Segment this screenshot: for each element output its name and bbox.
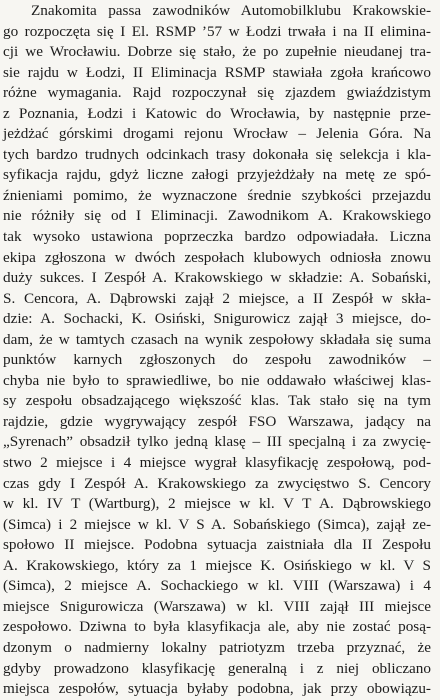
- text-line: społowo II miejsce. Podobna sytuacja zaistniała dla II Zespołu: [3, 536, 431, 554]
- text-line: zespołowo. Dziwna to była klasyfikacja ale, aby nie zostać posą-: [3, 618, 431, 636]
- text-line: dzonym o nadmierny lokalny patriotyzm trzeba przyznać, że: [3, 638, 431, 656]
- text-line: w kl. IV T (Wartburg), 2 miejsce w kl. V T A. Dąbrowskiego: [3, 495, 431, 513]
- text-line: z Poznania, Łodzi i Katowic do Wrocławia, by następnie prze-: [3, 104, 431, 122]
- text-line: „Syrenach” obsadził tylko jedną klasę – III specjalną i za zwycię-: [3, 433, 431, 451]
- text-line: syfikacja rajdu, gdyż liczne załogi przyjeżdżały na metę ze spó-: [3, 166, 431, 184]
- text-line: ekipa zgłoszona w dwóch zespołach klubowych odniosła znowu: [3, 248, 431, 266]
- text-line: tak wysoko ustawiona poprzeczka bardzo odpowiadała. Liczna: [3, 228, 431, 246]
- text-line: A. Krakowskiego, który za 1 miejsce K. Osińskiego w kl. V S: [3, 556, 431, 574]
- text-line: chyba nie było to sprawiedliwe, bo nie oddawało właściwej klas-: [3, 371, 431, 389]
- text-line: sy zespołu obsadzającego większość klas. Tak stało się na tym: [3, 392, 431, 410]
- text-line: punktów karnych zgłoszonych do zespołu zawodników –: [3, 351, 431, 369]
- text-line: duży sukces. I Zespół A. Krakowskiego w składzie: A. Sobański,: [3, 269, 431, 287]
- text-line: miejsce Snigurowicza (Warszawa) w kl. VIII zajął III miejsce: [3, 597, 431, 615]
- text-line: nie różniły się od I Eliminacji. Zawodnikom A. Krakowskiego: [3, 207, 431, 225]
- text-line: miejsca zespołów, sytuacja byłaby podobna, jak przy obowiązu-: [3, 680, 431, 698]
- text-line: tych bardzo trudnych odcinkach trasy dokonała się selekcja i kla-: [3, 145, 431, 163]
- text-line: dam, że w tamtych czasach na wynik zespołowy składała się suma: [3, 330, 431, 348]
- text-line: (Simca) i 2 miejsce w kl. V S A. Sobańskiego (Simca), zajął ze-: [3, 515, 431, 533]
- text-line: sie rajdu w Łodzi, II Eliminacja RSMP stawiała zgoła krańcowo: [3, 63, 431, 81]
- text-line: cji we Wrocławiu. Dobrze się stało, że po zupełnie nieudanej tra-: [3, 43, 431, 61]
- text-line: stwo 2 miejsce i 4 miejsce wygrał klasyfikację zespołową, pod-: [3, 454, 431, 472]
- article-body: [3, 1, 431, 700]
- text-line: różne wymagania. Rajd rozpoczynał się zjazdem gwiaździstym: [3, 84, 431, 102]
- text-line: Znakomita passa zawodników Automobilklubu Krakowskie-: [31, 2, 431, 19]
- text-line: go rozpoczęta się I El. RSMP ’57 w Łodzi trwała i na II elimina-: [3, 22, 431, 40]
- text-line: czas gdy I Zespół A. Krakowskiego za zwycięstwo S. Cencory: [3, 474, 431, 492]
- text-line: jeżdżać górskimi drogami rejonu Wrocław – Jelenia Góra. Na: [3, 125, 431, 143]
- text-line: gdyby prowadzono klasyfikację generalną i z niej obliczano: [3, 659, 431, 677]
- text-line: (Simca), 2 miejsce A. Sochackiego w kl. VIII (Warszawa) i 4: [3, 577, 431, 595]
- text-line: źnieniami pomimo, że wyznaczone średnie szybkości przejazdu: [3, 186, 431, 204]
- text-line: dzie: A. Sochacki, K. Osiński, Snigurowicz zajął 3 miejsce, do-: [3, 310, 431, 328]
- text-line: rajdzie, gdzie wygrywający zespół FSO Warszawa, jadący na: [3, 412, 431, 430]
- text-line: S. Cencora, A. Dąbrowski zajął 2 miejsce, a II Zespół w skła-: [3, 289, 431, 307]
